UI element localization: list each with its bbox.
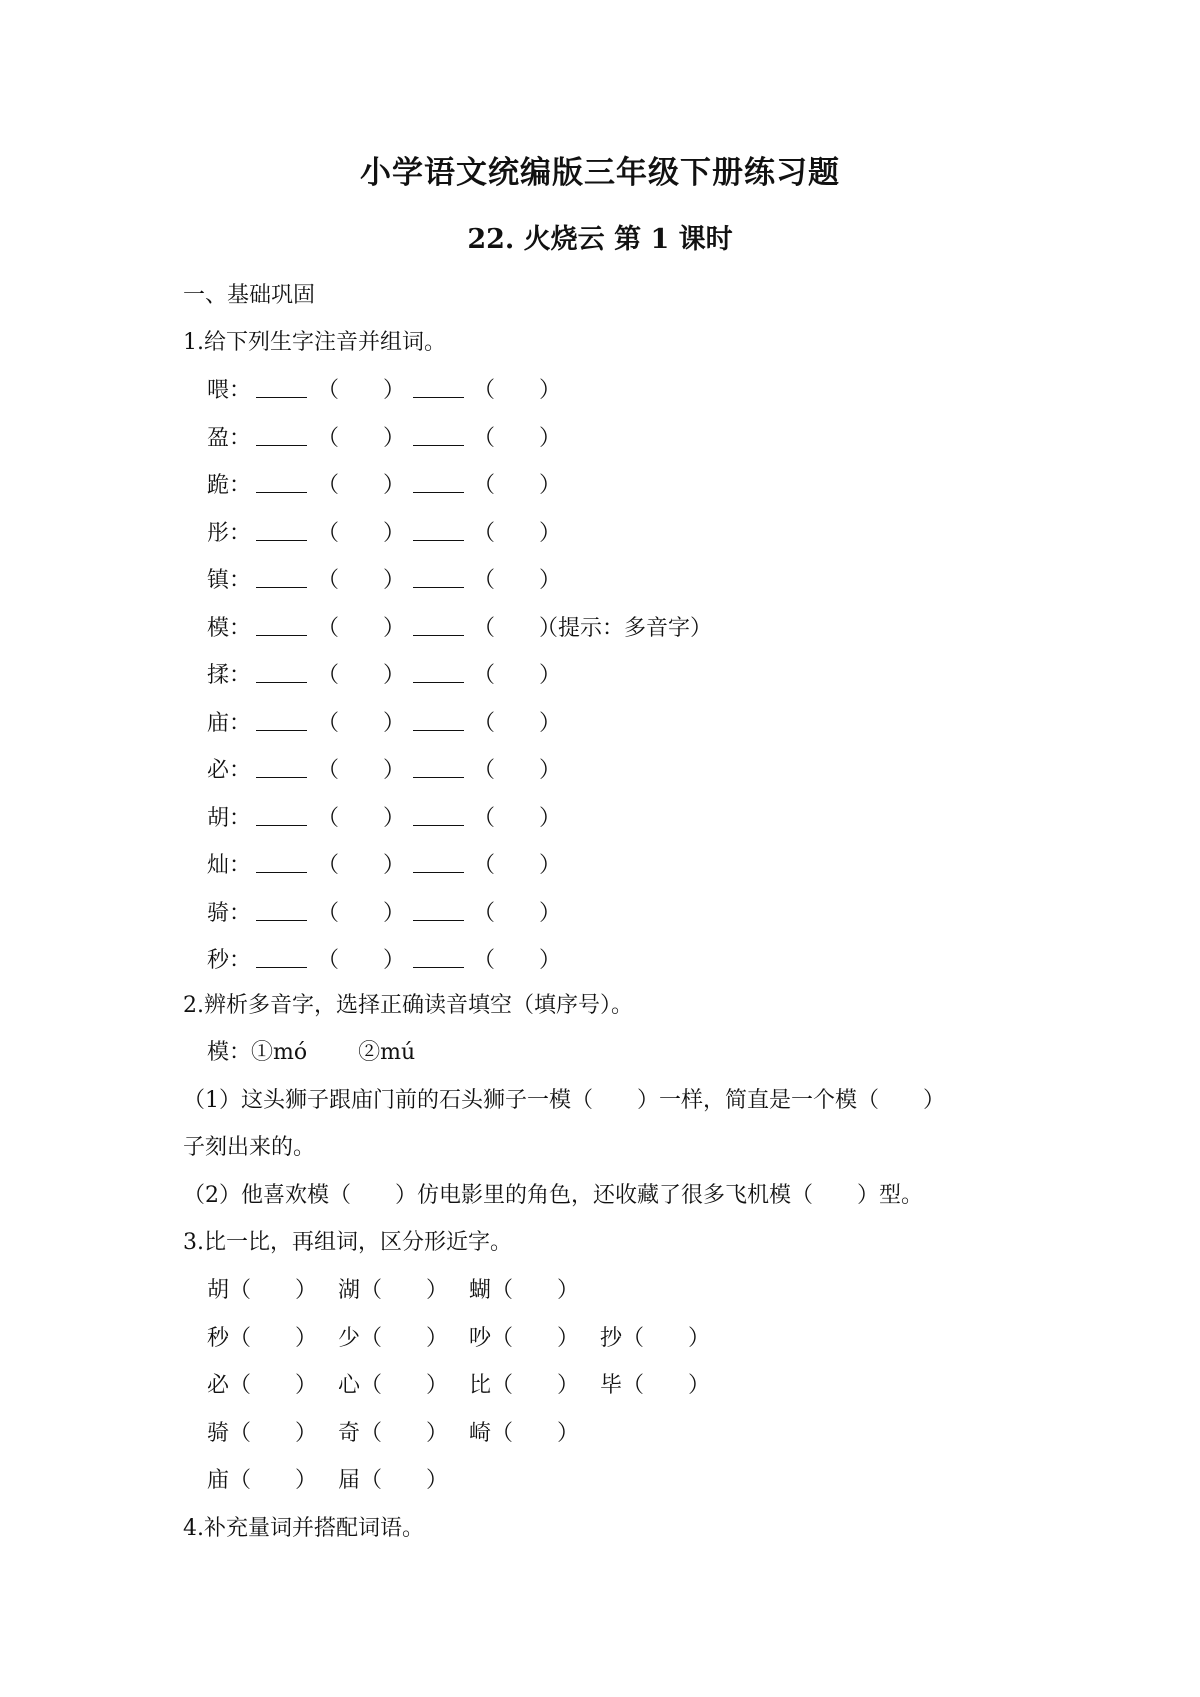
- word-paren[interactable]: （ ）: [317, 473, 406, 498]
- pinyin-blank[interactable]: [413, 777, 464, 778]
- character-label: 跪：: [207, 473, 252, 498]
- section-heading: 一、基础巩固: [183, 283, 316, 308]
- word-paren[interactable]: （ ）: [473, 853, 562, 878]
- character-label: 揉：: [207, 663, 252, 688]
- pinyin-blank[interactable]: [256, 445, 307, 446]
- word-paren[interactable]: （ ）: [473, 378, 562, 403]
- pinyin-blank[interactable]: [256, 492, 307, 493]
- character-label: 秒：: [207, 948, 252, 973]
- compare-item[interactable]: 抄（ ）: [600, 1326, 711, 1351]
- word-paren[interactable]: （ ）: [473, 663, 562, 688]
- question-2-options: 模：①mó ②mú: [207, 1040, 416, 1065]
- compare-item[interactable]: 心（ ）: [338, 1373, 449, 1398]
- hint-text: （提示：多音字）: [536, 616, 713, 641]
- compare-item[interactable]: 蝴（ ）: [469, 1278, 580, 1303]
- pinyin-blank[interactable]: [413, 825, 464, 826]
- word-paren[interactable]: （ ）: [317, 901, 406, 926]
- word-paren[interactable]: （ ）: [317, 806, 406, 831]
- pinyin-blank[interactable]: [413, 492, 464, 493]
- pinyin-blank[interactable]: [413, 540, 464, 541]
- character-label: 喂：: [207, 378, 252, 403]
- pinyin-blank[interactable]: [256, 872, 307, 873]
- character-label: 庙：: [207, 711, 252, 736]
- compare-item[interactable]: 必（ ）: [207, 1373, 318, 1398]
- word-paren[interactable]: （ ）: [473, 711, 562, 736]
- question-3-prompt: 3.比一比，再组词，区分形近字。: [183, 1230, 512, 1255]
- lesson-subtitle: 22. 火烧云 第 1 课时: [467, 224, 733, 255]
- word-paren[interactable]: （ ）: [317, 616, 406, 641]
- compare-item[interactable]: 少（ ）: [338, 1326, 449, 1351]
- word-paren[interactable]: （ ）: [473, 426, 562, 451]
- compare-item[interactable]: 届（ ）: [338, 1468, 449, 1493]
- pinyin-blank[interactable]: [256, 730, 307, 731]
- word-paren[interactable]: （ ）: [473, 758, 562, 783]
- word-paren[interactable]: （ ）: [473, 616, 562, 641]
- pinyin-blank[interactable]: [413, 635, 464, 636]
- pinyin-blank[interactable]: [256, 777, 307, 778]
- character-label: 灿：: [207, 853, 252, 878]
- compare-item[interactable]: 毕（ ）: [600, 1373, 711, 1398]
- word-paren[interactable]: （ ）: [473, 473, 562, 498]
- pinyin-blank[interactable]: [256, 825, 307, 826]
- character-label: 盈：: [207, 426, 252, 451]
- word-paren[interactable]: （ ）: [317, 568, 406, 593]
- compare-item[interactable]: 比（ ）: [469, 1373, 580, 1398]
- word-paren[interactable]: （ ）: [317, 663, 406, 688]
- pinyin-blank[interactable]: [256, 635, 307, 636]
- word-paren[interactable]: （ ）: [473, 568, 562, 593]
- pinyin-blank[interactable]: [256, 920, 307, 921]
- pinyin-blank[interactable]: [256, 967, 307, 968]
- word-paren[interactable]: （ ）: [317, 426, 406, 451]
- character-label: 镇：: [207, 568, 252, 593]
- pinyin-blank[interactable]: [413, 587, 464, 588]
- word-paren[interactable]: （ ）: [317, 948, 406, 973]
- pinyin-blank[interactable]: [413, 730, 464, 731]
- pinyin-blank[interactable]: [413, 920, 464, 921]
- compare-item[interactable]: 秒（ ）: [207, 1326, 318, 1351]
- compare-item[interactable]: 骑（ ）: [207, 1421, 318, 1446]
- word-paren[interactable]: （ ）: [473, 948, 562, 973]
- word-paren[interactable]: （ ）: [317, 758, 406, 783]
- question-2-sentence-1: （1）这头狮子跟庙门前的石头狮子一模（ ）一样，简直是一个模（ ）: [183, 1088, 945, 1113]
- word-paren[interactable]: （ ）: [473, 521, 562, 546]
- page-title: 小学语文统编版三年级下册练习题: [360, 155, 840, 191]
- word-paren[interactable]: （ ）: [317, 853, 406, 878]
- word-paren[interactable]: （ ）: [317, 711, 406, 736]
- compare-item[interactable]: 胡（ ）: [207, 1278, 318, 1303]
- pinyin-blank[interactable]: [256, 397, 307, 398]
- compare-item[interactable]: 崎（ ）: [469, 1421, 580, 1446]
- compare-item[interactable]: 吵（ ）: [469, 1326, 580, 1351]
- question-2-sentence-2: （2）他喜欢模（ ）仿电影里的角色，还收藏了很多飞机模（ ）型。: [183, 1183, 923, 1208]
- word-paren[interactable]: （ ）: [317, 521, 406, 546]
- word-paren[interactable]: （ ）: [473, 806, 562, 831]
- pinyin-blank[interactable]: [413, 682, 464, 683]
- pinyin-blank[interactable]: [256, 587, 307, 588]
- character-label: 模：: [207, 616, 252, 641]
- pinyin-blank[interactable]: [413, 967, 464, 968]
- character-label: 胡：: [207, 806, 252, 831]
- question-4-prompt: 4.补充量词并搭配词语。: [183, 1516, 424, 1541]
- compare-item[interactable]: 奇（ ）: [338, 1421, 449, 1446]
- question-2-prompt: 2.辨析多音字，选择正确读音填空（填序号）。: [183, 993, 633, 1018]
- question-1-prompt: 1.给下列生字注音并组词。: [183, 330, 446, 355]
- word-paren[interactable]: （ ）: [473, 901, 562, 926]
- word-paren[interactable]: （ ）: [317, 378, 406, 403]
- pinyin-blank[interactable]: [413, 397, 464, 398]
- compare-item[interactable]: 庙（ ）: [207, 1468, 318, 1493]
- character-label: 彤：: [207, 521, 252, 546]
- compare-item[interactable]: 湖（ ）: [338, 1278, 449, 1303]
- character-label: 必：: [207, 758, 252, 783]
- character-label: 骑：: [207, 901, 252, 926]
- pinyin-blank[interactable]: [256, 540, 307, 541]
- pinyin-blank[interactable]: [256, 682, 307, 683]
- pinyin-blank[interactable]: [413, 872, 464, 873]
- pinyin-blank[interactable]: [413, 445, 464, 446]
- question-2-sentence-1-cont: 子刻出来的。: [183, 1135, 316, 1160]
